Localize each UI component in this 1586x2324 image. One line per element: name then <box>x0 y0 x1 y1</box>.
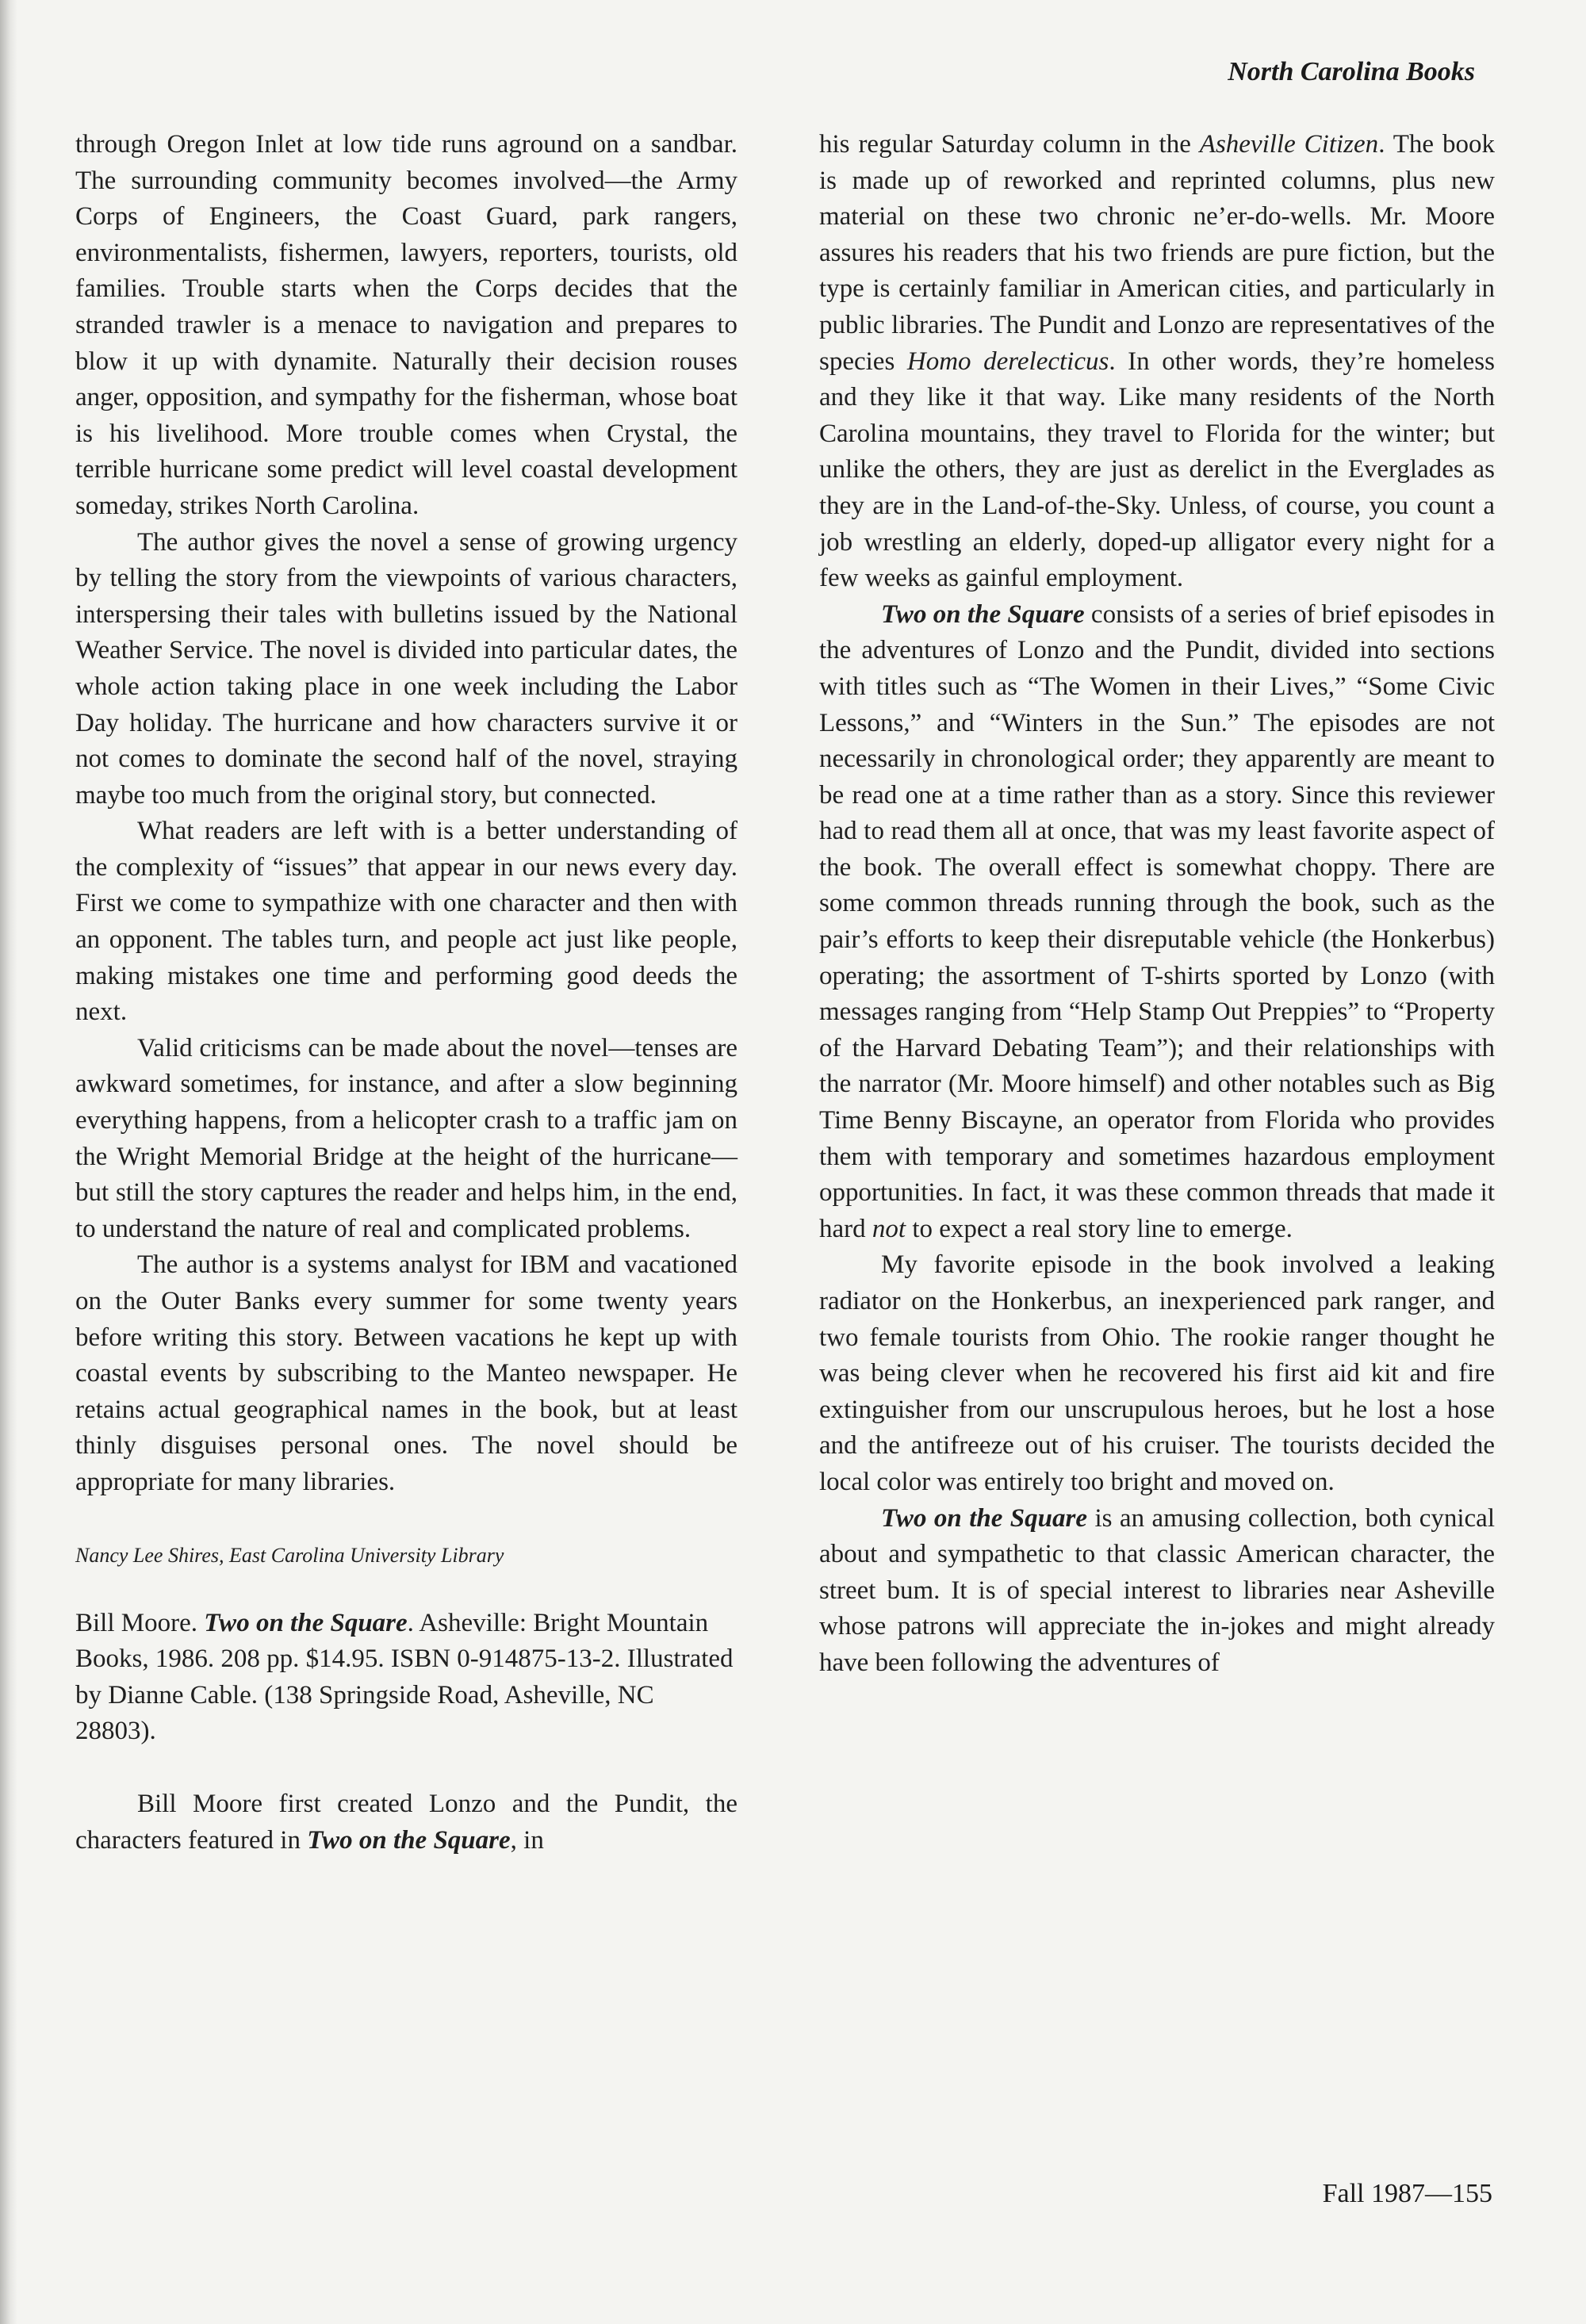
paragraph: The author gives the novel a sense of growing urgency by telling the story from the viewpoints of various characters, interspersing their tales with bulletins issued by the National Weather Service. The novel is divided into particular dates, the whole action taking place in one week including the Labor Day holiday. The hurricane and how characters survive it or not comes to dominate the second half of the novel, straying maybe too much from the original story, but connected. <box>75 527 737 810</box>
paragraph: My favorite episode in the book involved a leaking radiator on the Honkerbus, an inexperienced park ranger, and two female tourists from Ohio. The rookie ranger thought he was being clever when he recovered his first aid kit and fire extinguisher from our unscrupulous heroes, but he lost a hose and the antifreeze out of his cruiser. The tourists decided the local color was entirely too bright and moved on. <box>819 1250 1495 1496</box>
book-title: Two on the Square <box>307 1825 511 1855</box>
text-run: his regular Saturday column in the <box>819 130 1200 159</box>
text-run: is an amusing collection, both cynical about and sympathetic to that classic American character, the street bum. It is of special interest to libraries near Asheville whose patrons will appreciate the in-jokes and might already have been following the adventures of <box>819 1503 1495 1677</box>
paragraph: What readers are left with is a better understanding of the complexity of “issues” that appear in our news every day. First we come to sympathize with one character and then with an opponent. The tables turn, and people act just like people, making mistakes one time and performing good deeds the next. <box>75 817 737 1027</box>
newspaper-title: Asheville Citizen <box>1199 130 1379 159</box>
biblio-details: . Asheville: Bright Mountain Books, 1986. 208 pp. $14.95. ISBN 0-914875-13-2. Illustrated by Dianne Cable. (138 Springside Road, Asheville, NC 28803). <box>75 1608 734 1746</box>
biblio-title: Two on the Square <box>204 1608 408 1637</box>
text-run: to expect a real story line to emerge. <box>906 1214 1293 1243</box>
paragraph: through Oregon Inlet at low tide runs aground on a sandbar. The surrounding community becomes involved—the Army Corps of Engineers, the Coast Guard, park rangers, environmentalists, fishermen, lawyers, reporters, tourists, old families. Trouble starts when the Corps decides that the stranded trawler is a menace to navigation and prepares to blow it up with dynamite. Naturally their decision rouses anger, opposition, and sympathy for the fisherman, whose boat is his livelihood. More trouble comes when Crystal, the terrible hurricane some predict will level coastal development someday, strikes North Carolina. <box>75 130 737 520</box>
paragraph <box>819 1501 1495 1682</box>
book-title: Two on the Square <box>881 599 1085 629</box>
paragraph <box>819 127 1495 597</box>
text-run: Bill Moore first created Lonzo and the Pundit, the characters featured in <box>75 1789 737 1855</box>
text-run: . In other words, they’re homeless and they like it that way. Like many residents of the North Carolina mountains, they travel to Florida for the winter; but unlike the others, they are just as derelict in the Everglades as they are in the Land-of-the-Sky. Unless, of course, you count a job wrestling an elderly, doped-up alligator every night for a few weeks as gainful employment. <box>819 346 1495 593</box>
text-run: consists of a series of brief episodes in the adventures of Lonzo and the Pundit, divided into sections with titles such as “The Women in their Lives,” “Some Civic Lessons,” and “Winters in the Sun.” The episodes are not necessarily in chronological order; they apparently are meant to be read one at a time rather than as a story. Since this reviewer had to read them all at once, that was my least favorite aspect of the book. The overall effect is somewhat choppy. There are some common threads running through the book, such as the pair’s efforts to keep their disreputable vehicle (the Honkerbus) operating; the assortment of T-shirts sported by Lonzo (with messages ranging from “Help Stamp Out Preppies” to “Property of the Harvard Debating Team”); and their relationships with the narrator (Mr. Moore himself) and other notables such as Big Time Benny Biscayne, an operator from Florida who provides them with temporary and sometimes hazardous employment opportunities. In fact, it was these common threads that made it hard <box>819 599 1495 1243</box>
running-head: North Carolina Books <box>1228 57 1475 86</box>
text-run: , in <box>510 1825 544 1855</box>
page-edge-shadow <box>0 0 17 2324</box>
paragraph <box>819 597 1495 1248</box>
right-column <box>819 127 1495 1682</box>
biblio-author: Bill Moore. <box>75 1608 197 1637</box>
species-name: Homo derelecticus <box>906 346 1109 376</box>
paragraph <box>75 1786 737 1859</box>
emphasis: not <box>872 1214 906 1243</box>
page-folio: Fall 1987—155 <box>1322 2179 1492 2208</box>
paragraph: The author is a systems analyst for IBM and vacationed on the Outer Banks every summer for some twenty years before writing this story. Between vacations he kept up with coastal events by subscribing to the Manteo newspaper. He retains actual geographical names in the book, but at least thinly disguises personal ones. The novel should be appropriate for many libraries. <box>75 1250 737 1496</box>
left-column <box>75 127 737 1859</box>
text-run: . The book is made up of reworked and reprinted columns, plus new material on these two chronic ne’er-do-wells. Mr. Moore assures his readers that his two friends are pure fiction, but the type is certainly familiar in American cities, and particularly in public libraries. The Pundit and Lonzo are representatives of the species <box>819 130 1496 376</box>
bibliographic-entry <box>75 1606 737 1750</box>
reviewer-byline: Nancy Lee Shires, East Carolina University Library <box>75 1543 504 1567</box>
book-title: Two on the Square <box>881 1503 1088 1533</box>
paragraph: Valid criticisms can be made about the novel—tenses are awkward sometimes, for instance, and after a slow beginning everything happens, from a helicopter crash to a traffic jam on the Wright Memorial Bridge at the height of the hurricane—but still the story captures the reader and helps him, in the end, to understand the nature of real and complicated problems. <box>75 1033 737 1243</box>
